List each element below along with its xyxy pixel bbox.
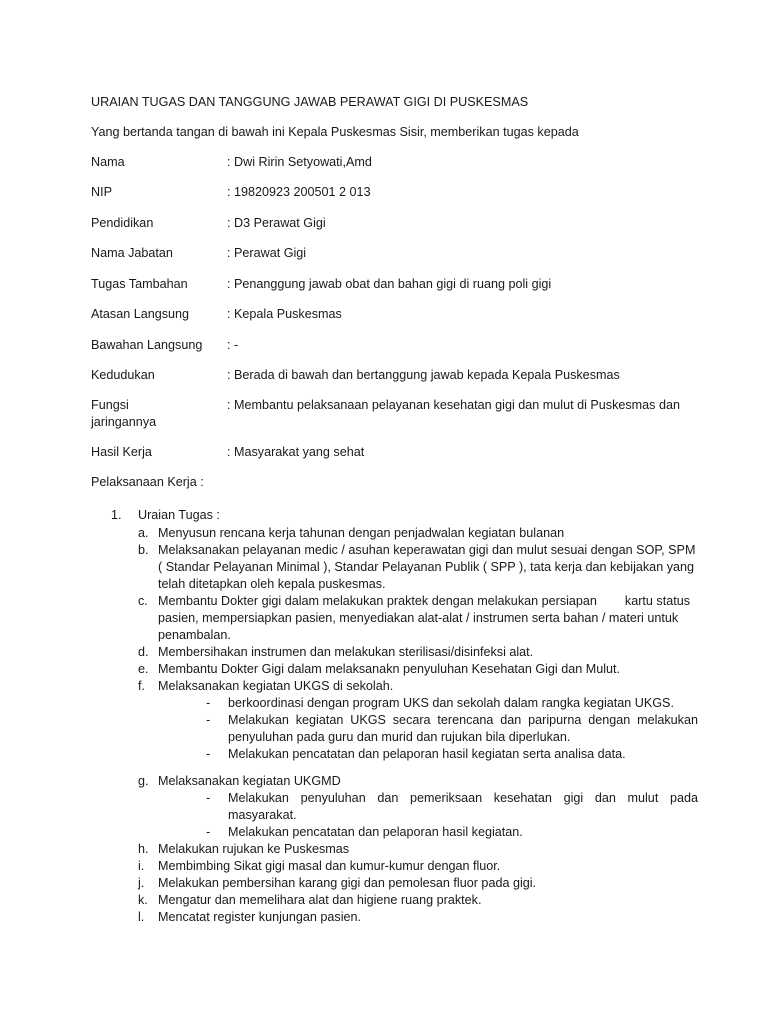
field-value: : Dwi Ririn Setyowati,Amd — [227, 155, 372, 169]
list-item — [138, 909, 698, 926]
item-text: Melaksanakan kegiatan UKGMD — [158, 774, 341, 788]
field-value: : Berada di bawah dan bertanggung jawab kepada Kepala Puskesmas — [227, 368, 620, 382]
intro-paragraph: Yang bertanda tangan di bawah ini Kepala Puskesmas Sisir, memberikan tugas kepada — [91, 125, 579, 139]
section-number: 1. — [111, 508, 122, 522]
field-value: : Membantu pelaksanaan pelayanan kesehatan gigi dan mulut di Puskesmas dan — [227, 398, 680, 412]
field-value: : Penanggung jawab obat dan bahan gigi di ruang poli gigi — [227, 277, 552, 291]
list-item — [138, 875, 698, 892]
document-title: URAIAN TUGAS DAN TANGGUNG JAWAB PERAWAT GIGI DI PUSKESMAS — [91, 95, 529, 109]
item-text: Melaksanakan kegiatan UKGS di sekolah. — [158, 679, 394, 693]
list-item — [138, 892, 698, 909]
dash-bullet: - — [206, 825, 211, 839]
field-value: : 19820923 200501 2 013 — [227, 185, 371, 199]
task-list — [138, 525, 698, 926]
item-text: Membimbing Sikat gigi masal dan kumur-kumur dengan fluor. — [158, 859, 501, 873]
sub-list-item — [206, 824, 698, 841]
section-title: Uraian Tugas : — [138, 508, 220, 522]
list-item — [138, 525, 698, 542]
field-label: Nama Jabatan — [91, 246, 173, 260]
sub-list-item — [206, 746, 698, 763]
item-letter: e. — [138, 662, 149, 676]
item-letter: c. — [138, 594, 148, 608]
list-item — [138, 678, 698, 695]
list-item — [138, 542, 698, 593]
item-letter: g. — [138, 774, 149, 788]
list-item — [138, 593, 698, 644]
field-label: Nama — [91, 155, 125, 169]
sub-item-text: Melakukan penyuluhan dan pemeriksaan kesehatan gigi dan mulut pada masyarakat. — [228, 791, 698, 822]
item-letter: b. — [138, 543, 149, 557]
item-text: Menyusun rencana kerja tahunan dengan penjadwalan kegiatan bulanan — [158, 526, 565, 540]
list-item — [138, 858, 698, 875]
sub-list-item — [206, 695, 698, 712]
field-value: : Perawat Gigi — [227, 246, 307, 260]
field-value: : - — [227, 338, 239, 352]
item-letter: d. — [138, 645, 149, 659]
item-text: Membantu Dokter Gigi dalam melaksanakn penyuluhan Kesehatan Gigi dan Mulut. — [158, 662, 621, 676]
item-text: Membantu Dokter gigi dalam melakukan praktek dengan melakukan persiapan kartu status pasien, mempersiapkan pasien, menyediakan alat-alat / instrumen serta bahan / materi untuk penambalan. — [158, 594, 694, 642]
list-item — [138, 773, 698, 790]
item-text: Melaksanakan pelayanan medic / asuhan keperawatan gigi dan mulut sesuai dengan SOP, SPM ( Standar Pelayanan Minimal ), Standar Pelayanan Publik ( SPP ), tata kerja dan kebijakan yang telah ditetapkan oleh kepala puskesmas. — [158, 543, 696, 591]
list-item — [138, 644, 698, 661]
sub-list-item — [206, 790, 698, 824]
field-label: Fungsi jaringannya — [91, 398, 157, 429]
sub-item-text: Melakukan kegiatan UKGS secara terencana dan paripurna dengan melakukan penyuluhan pada guru dan murid dan rujukan bila diperlukan. — [228, 713, 698, 744]
field-label: Hasil Kerja — [91, 445, 152, 459]
item-text: Mengatur dan memelihara alat dan higiene ruang praktek. — [158, 893, 482, 907]
pelaksanaan-heading: Pelaksanaan Kerja : — [91, 475, 204, 489]
field-label: Kedudukan — [91, 368, 155, 382]
item-letter: a. — [138, 526, 149, 540]
field-label: Bawahan Langsung — [91, 338, 203, 352]
field-label: Tugas Tambahan — [91, 277, 188, 291]
dash-bullet: - — [206, 713, 211, 727]
field-label: NIP — [91, 185, 112, 199]
item-letter: h. — [138, 842, 149, 856]
sub-item-text: Melakukan pencatatan dan pelaporan hasil kegiatan. — [228, 825, 523, 839]
field-value: : Kepala Puskesmas — [227, 307, 342, 321]
item-letter: j. — [138, 876, 145, 890]
dash-bullet: - — [206, 791, 211, 805]
item-letter: k. — [138, 893, 148, 907]
item-letter: l. — [138, 910, 145, 924]
item-text: Melakukan pembersihan karang gigi dan pemolesan fluor pada gigi. — [158, 876, 537, 890]
item-text: Membersihakan instrumen dan melakukan sterilisasi/disinfeksi alat. — [158, 645, 534, 659]
sub-item-text: berkoordinasi dengan program UKS dan sekolah dalam rangka kegiatan UKGS. — [228, 696, 674, 710]
dash-bullet: - — [206, 747, 211, 761]
item-letter: i. — [138, 859, 145, 873]
item-text: Mencatat register kunjungan pasien. — [158, 910, 362, 924]
item-letter: f. — [138, 679, 145, 693]
field-label: Pendidikan — [91, 216, 154, 230]
list-item — [138, 841, 698, 858]
list-item — [138, 661, 698, 678]
field-label: Atasan Langsung — [91, 307, 190, 321]
item-text: Melakukan rujukan ke Puskesmas — [158, 842, 350, 856]
sub-item-text: Melakukan pencatatan dan pelaporan hasil kegiatan serta analisa data. — [228, 747, 626, 761]
dash-bullet: - — [206, 696, 211, 710]
sub-list-item — [206, 712, 698, 746]
field-value: : D3 Perawat Gigi — [227, 216, 326, 230]
field-value: : Masyarakat yang sehat — [227, 445, 365, 459]
